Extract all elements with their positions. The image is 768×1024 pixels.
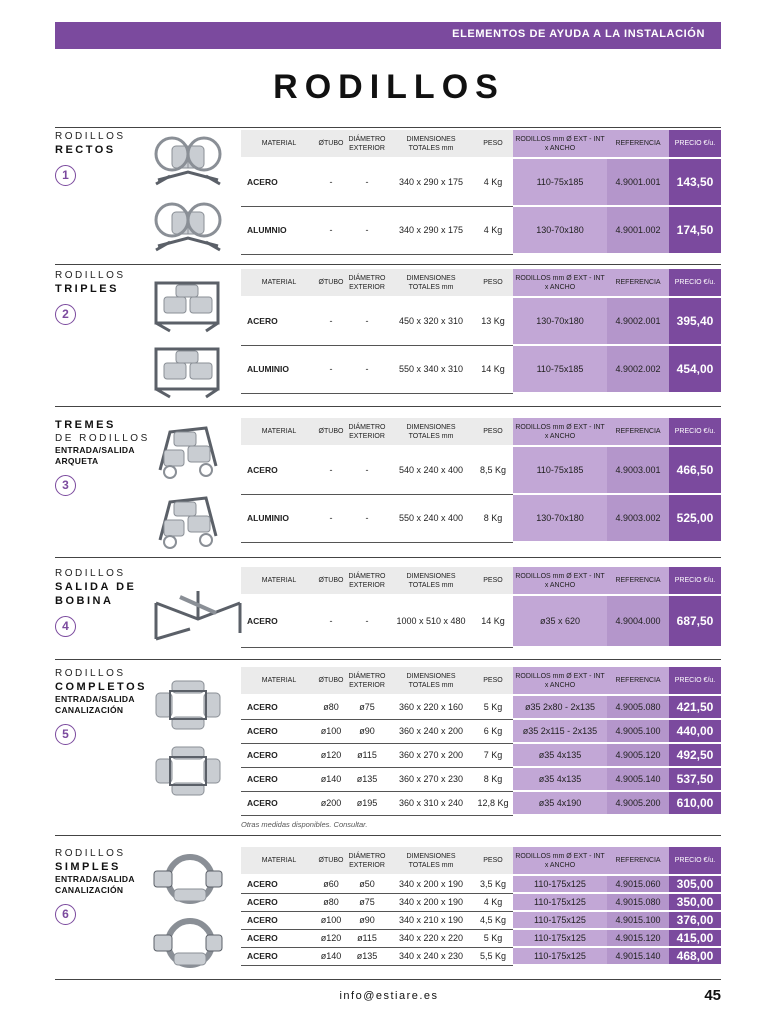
table-row [241, 494, 721, 542]
cell-referencia: 4.9004.000 [607, 595, 669, 647]
column-header-material: MATERIAL [241, 418, 317, 446]
column-header-dimensiones: DIMENSIONES TOTALES mm [389, 418, 473, 446]
section-note: Otras medidas disponibles. Consultar. [241, 820, 368, 829]
product-photo [150, 420, 230, 484]
cell-peso: 7 Kg [473, 743, 513, 767]
column-header-precio: PRECIO €/u. [669, 847, 721, 875]
cell-peso: 4 Kg [473, 206, 513, 254]
cell-peso: 4 Kg [473, 158, 513, 206]
product-section-5 [55, 667, 721, 835]
section-label [55, 667, 165, 745]
cell-rodillos: ø35 2x80 - 2x135 [513, 695, 607, 719]
cell-referencia: 4.9005.100 [607, 719, 669, 743]
cell-rodillos: ø35 4x190 [513, 791, 607, 815]
column-header-tubo: ØTUBO [317, 130, 345, 158]
column-header-peso: PESO [473, 667, 513, 695]
column-header-material: MATERIAL [241, 130, 317, 158]
product-section-6 [55, 847, 721, 985]
cell-tubo: ø100 [317, 719, 345, 743]
cell-dimensiones: 340 x 200 x 190 [389, 875, 473, 893]
section-title-line1: RODILLOS [55, 668, 126, 679]
section-title-line2: COMPLETOS [55, 681, 147, 693]
table-row [241, 446, 721, 494]
cell-peso: 6 Kg [473, 719, 513, 743]
header-band-title: ELEMENTOS DE AYUDA A LA INSTALACIÓN [452, 28, 705, 40]
cell-rodillos: 110-175x125 [513, 911, 607, 929]
cell-precio: 174,50 [669, 206, 721, 254]
cell-rodillos: 130-70x180 [513, 297, 607, 345]
cell-diametro: ø135 [345, 767, 389, 791]
column-header-precio: PRECIO €/u. [669, 667, 721, 695]
cell-peso: 3,5 Kg [473, 875, 513, 893]
column-header-diametro: DIÁMETRO EXTERIOR [345, 418, 389, 446]
cell-precio: 492,50 [669, 743, 721, 767]
table-row [241, 893, 721, 911]
footer-divider [55, 979, 721, 980]
product-photo [150, 913, 230, 977]
cell-precio: 468,00 [669, 947, 721, 965]
cell-material: ALUMINIO [241, 494, 317, 542]
cell-diametro: ø115 [345, 743, 389, 767]
product-photo [150, 490, 230, 554]
section-divider [55, 127, 721, 128]
column-header-diametro: DIÁMETRO EXTERIOR [345, 847, 389, 875]
cell-peso: 5 Kg [473, 695, 513, 719]
section-title-line2: SIMPLES [55, 861, 121, 873]
product-photo [150, 849, 230, 913]
cell-material: ACERO [241, 929, 317, 947]
section-title-line2: TRIPLES [55, 283, 119, 295]
cell-referencia: 4.9003.001 [607, 446, 669, 494]
cell-tubo: ø120 [317, 929, 345, 947]
cell-tubo: - [317, 595, 345, 647]
section-number-badge: 4 [55, 616, 76, 637]
column-header-referencia: REFERENCIA [607, 667, 669, 695]
cell-precio: 610,00 [669, 791, 721, 815]
cell-peso: 13 Kg [473, 297, 513, 345]
cell-material: ACERO [241, 767, 317, 791]
cell-referencia: 4.9015.100 [607, 911, 669, 929]
cell-dimensiones: 540 x 240 x 400 [389, 446, 473, 494]
column-header-referencia: REFERENCIA [607, 847, 669, 875]
cell-tubo: ø100 [317, 911, 345, 929]
section-label [55, 418, 165, 496]
cell-diametro: ø90 [345, 911, 389, 929]
cell-diametro: ø75 [345, 695, 389, 719]
column-header-diametro: DIÁMETRO EXTERIOR [345, 269, 389, 297]
product-section-3 [55, 418, 721, 562]
column-header-referencia: REFERENCIA [607, 130, 669, 158]
cell-dimensiones: 550 x 240 x 400 [389, 494, 473, 542]
cell-referencia: 4.9015.060 [607, 875, 669, 893]
cell-peso: 8 Kg [473, 767, 513, 791]
column-header-referencia: REFERENCIA [607, 418, 669, 446]
cell-rodillos: 110-175x125 [513, 947, 607, 965]
section-title-line2: RECTOS [55, 144, 116, 156]
table-row [241, 595, 721, 647]
column-header-tubo: ØTUBO [317, 418, 345, 446]
cell-precio: 143,50 [669, 158, 721, 206]
cell-diametro: ø90 [345, 719, 389, 743]
cell-diametro: ø50 [345, 875, 389, 893]
cell-material: ACERO [241, 695, 317, 719]
cell-material: ACERO [241, 893, 317, 911]
cell-precio: 466,50 [669, 446, 721, 494]
cell-material: ACERO [241, 743, 317, 767]
product-table [241, 269, 721, 394]
cell-precio: 440,00 [669, 719, 721, 743]
column-header-tubo: ØTUBO [317, 667, 345, 695]
column-header-diametro: DIÁMETRO EXTERIOR [345, 667, 389, 695]
cell-peso: 4 Kg [473, 893, 513, 911]
product-table [241, 418, 721, 543]
cell-diametro: ø115 [345, 929, 389, 947]
section-title-line1: RODILLOS [55, 131, 126, 142]
column-header-peso: PESO [473, 130, 513, 158]
table-row [241, 743, 721, 767]
cell-tubo: ø80 [317, 893, 345, 911]
cell-precio: 350,00 [669, 893, 721, 911]
section-title-line1: RODILLOS [55, 270, 126, 281]
product-table [241, 130, 721, 255]
cell-rodillos: 130-70x180 [513, 206, 607, 254]
cell-tubo: ø120 [317, 743, 345, 767]
column-header-referencia: REFERENCIA [607, 269, 669, 297]
cell-dimensiones: 1000 x 510 x 480 [389, 595, 473, 647]
cell-referencia: 4.9005.120 [607, 743, 669, 767]
cell-precio: 525,00 [669, 494, 721, 542]
product-photo [150, 675, 230, 739]
cell-precio: 454,00 [669, 345, 721, 393]
section-title-line1: RODILLOS [55, 848, 126, 859]
cell-material: ACERO [241, 595, 317, 647]
column-header-rodillos: RODILLOS mm Ø EXT - INT x ANCHO [513, 269, 607, 297]
cell-diametro: - [345, 206, 389, 254]
cell-dimensiones: 360 x 270 x 230 [389, 767, 473, 791]
table-row [241, 695, 721, 719]
cell-rodillos: ø35 2x115 - 2x135 [513, 719, 607, 743]
cell-material: ALUMINIO [241, 345, 317, 393]
cell-dimensiones: 340 x 200 x 190 [389, 893, 473, 911]
cell-referencia: 4.9005.140 [607, 767, 669, 791]
cell-dimensiones: 360 x 220 x 160 [389, 695, 473, 719]
table-row [241, 767, 721, 791]
cell-diametro: - [345, 297, 389, 345]
column-header-rodillos: RODILLOS mm Ø EXT - INT x ANCHO [513, 847, 607, 875]
cell-material: ACERO [241, 947, 317, 965]
cell-precio: 305,00 [669, 875, 721, 893]
cell-referencia: 4.9003.002 [607, 494, 669, 542]
cell-tubo: ø80 [317, 695, 345, 719]
cell-rodillos: 110-75x185 [513, 446, 607, 494]
cell-dimensiones: 340 x 290 x 175 [389, 158, 473, 206]
column-header-material: MATERIAL [241, 847, 317, 875]
section-number-badge: 1 [55, 165, 76, 186]
section-number-badge: 6 [55, 904, 76, 925]
cell-material: ACERO [241, 158, 317, 206]
cell-rodillos: 110-175x125 [513, 929, 607, 947]
cell-diametro: - [345, 345, 389, 393]
section-subtitle: ENTRADA/SALIDA CANALIZACIÓN [55, 874, 135, 895]
cell-peso: 14 Kg [473, 345, 513, 393]
section-number-badge: 3 [55, 475, 76, 496]
column-header-peso: PESO [473, 567, 513, 595]
column-header-rodillos: RODILLOS mm Ø EXT - INT x ANCHO [513, 418, 607, 446]
page-title: RODILLOS [273, 68, 505, 106]
column-header-tubo: ØTUBO [317, 847, 345, 875]
cell-peso: 4,5 Kg [473, 911, 513, 929]
cell-rodillos: 110-175x125 [513, 875, 607, 893]
section-subtitle: ENTRADA/SALIDA ARQUETA [55, 445, 135, 466]
cell-precio: 421,50 [669, 695, 721, 719]
cell-tubo: - [317, 297, 345, 345]
product-photo [150, 341, 230, 405]
product-photo [150, 583, 230, 647]
cell-diametro: - [345, 595, 389, 647]
section-number-badge: 5 [55, 724, 76, 745]
table-row [241, 719, 721, 743]
cell-referencia: 4.9005.080 [607, 695, 669, 719]
table-row [241, 911, 721, 929]
column-header-dimensiones: DIMENSIONES TOTALES mm [389, 130, 473, 158]
product-section-1 [55, 130, 721, 274]
cell-dimensiones: 360 x 270 x 200 [389, 743, 473, 767]
cell-rodillos: ø35 x 620 [513, 595, 607, 647]
cell-tubo: - [317, 158, 345, 206]
column-header-referencia: REFERENCIA [607, 567, 669, 595]
section-divider [55, 835, 721, 836]
cell-precio: 415,00 [669, 929, 721, 947]
column-header-rodillos: RODILLOS mm Ø EXT - INT x ANCHO [513, 567, 607, 595]
section-title-line1: TREMES [55, 419, 116, 431]
section-number-badge: 2 [55, 304, 76, 325]
cell-rodillos: 110-75x185 [513, 345, 607, 393]
cell-material: ACERO [241, 719, 317, 743]
table-row [241, 947, 721, 965]
cell-diametro: ø75 [345, 893, 389, 911]
column-header-dimensiones: DIMENSIONES TOTALES mm [389, 667, 473, 695]
table-row [241, 158, 721, 206]
column-header-precio: PRECIO €/u. [669, 418, 721, 446]
cell-referencia: 4.9015.120 [607, 929, 669, 947]
column-header-rodillos: RODILLOS mm Ø EXT - INT x ANCHO [513, 667, 607, 695]
section-subtitle: ENTRADA/SALIDA CANALIZACIÓN [55, 694, 135, 715]
table-row [241, 875, 721, 893]
table-row [241, 345, 721, 393]
column-header-rodillos: RODILLOS mm Ø EXT - INT x ANCHO [513, 130, 607, 158]
cell-tubo: ø60 [317, 875, 345, 893]
cell-referencia: 4.9015.080 [607, 893, 669, 911]
product-table [241, 667, 721, 816]
cell-tubo: - [317, 446, 345, 494]
section-title-line2: DE RODILLOS [55, 433, 150, 444]
cell-peso: 14 Kg [473, 595, 513, 647]
cell-dimensiones: 360 x 310 x 240 [389, 791, 473, 815]
cell-dimensiones: 340 x 220 x 220 [389, 929, 473, 947]
column-header-material: MATERIAL [241, 567, 317, 595]
cell-referencia: 4.9001.001 [607, 158, 669, 206]
column-header-dimensiones: DIMENSIONES TOTALES mm [389, 269, 473, 297]
cell-referencia: 4.9002.001 [607, 297, 669, 345]
cell-diametro: - [345, 446, 389, 494]
cell-referencia: 4.9015.140 [607, 947, 669, 965]
cell-diametro: - [345, 494, 389, 542]
cell-tubo: ø140 [317, 947, 345, 965]
cell-dimensiones: 340 x 210 x 190 [389, 911, 473, 929]
cell-dimensiones: 360 x 240 x 200 [389, 719, 473, 743]
column-header-peso: PESO [473, 269, 513, 297]
table-row [241, 297, 721, 345]
cell-material: ACERO [241, 297, 317, 345]
column-header-peso: PESO [473, 847, 513, 875]
cell-tubo: ø200 [317, 791, 345, 815]
section-label [55, 847, 165, 925]
cell-dimensiones: 340 x 290 x 175 [389, 206, 473, 254]
cell-referencia: 4.9002.002 [607, 345, 669, 393]
product-photo [150, 275, 230, 339]
section-title-line1: RODILLOS [55, 568, 126, 579]
cell-dimensiones: 550 x 340 x 310 [389, 345, 473, 393]
cell-tubo: - [317, 345, 345, 393]
column-header-tubo: ØTUBO [317, 567, 345, 595]
section-label [55, 269, 165, 325]
cell-precio: 395,40 [669, 297, 721, 345]
table-row [241, 206, 721, 254]
cell-dimensiones: 340 x 240 x 230 [389, 947, 473, 965]
column-header-precio: PRECIO €/u. [669, 269, 721, 297]
cell-precio: 376,00 [669, 911, 721, 929]
column-header-diametro: DIÁMETRO EXTERIOR [345, 130, 389, 158]
cell-peso: 8,5 Kg [473, 446, 513, 494]
column-header-dimensiones: DIMENSIONES TOTALES mm [389, 567, 473, 595]
footer-email[interactable]: info@estiare.es [339, 990, 439, 1002]
section-title-line2: SALIDA DE BOBINA [55, 581, 137, 607]
product-photo [150, 132, 230, 196]
section-label [55, 567, 165, 637]
cell-material: ACERO [241, 446, 317, 494]
cell-diametro: - [345, 158, 389, 206]
cell-material: ACERO [241, 875, 317, 893]
cell-rodillos: 130-70x180 [513, 494, 607, 542]
cell-peso: 5,5 Kg [473, 947, 513, 965]
header-band [55, 22, 721, 49]
column-header-dimensiones: DIMENSIONES TOTALES mm [389, 847, 473, 875]
product-table [241, 847, 721, 966]
cell-diametro: ø135 [345, 947, 389, 965]
cell-rodillos: 110-75x185 [513, 158, 607, 206]
product-section-4 [55, 567, 721, 667]
product-section-2 [55, 269, 721, 413]
cell-tubo: ø140 [317, 767, 345, 791]
cell-rodillos: ø35 4x135 [513, 743, 607, 767]
cell-tubo: - [317, 206, 345, 254]
cell-rodillos: 110-175x125 [513, 893, 607, 911]
column-header-material: MATERIAL [241, 667, 317, 695]
table-row [241, 791, 721, 815]
product-photo [150, 198, 230, 262]
cell-peso: 12,8 Kg [473, 791, 513, 815]
cell-diametro: ø195 [345, 791, 389, 815]
cell-precio: 537,50 [669, 767, 721, 791]
cell-material: ACERO [241, 791, 317, 815]
page-number: 45 [704, 987, 721, 1004]
cell-material: ACERO [241, 911, 317, 929]
column-header-precio: PRECIO €/u. [669, 130, 721, 158]
section-label [55, 130, 165, 186]
cell-peso: 5 Kg [473, 929, 513, 947]
column-header-material: MATERIAL [241, 269, 317, 297]
column-header-tubo: ØTUBO [317, 269, 345, 297]
column-header-peso: PESO [473, 418, 513, 446]
cell-referencia: 4.9001.002 [607, 206, 669, 254]
column-header-diametro: DIÁMETRO EXTERIOR [345, 567, 389, 595]
column-header-precio: PRECIO €/u. [669, 567, 721, 595]
product-photo [150, 741, 230, 805]
cell-precio: 687,50 [669, 595, 721, 647]
cell-tubo: - [317, 494, 345, 542]
product-table [241, 567, 721, 648]
cell-dimensiones: 450 x 320 x 310 [389, 297, 473, 345]
cell-peso: 8 Kg [473, 494, 513, 542]
cell-rodillos: ø35 4x135 [513, 767, 607, 791]
table-row [241, 929, 721, 947]
cell-referencia: 4.9005.200 [607, 791, 669, 815]
cell-material: ALUMNIO [241, 206, 317, 254]
